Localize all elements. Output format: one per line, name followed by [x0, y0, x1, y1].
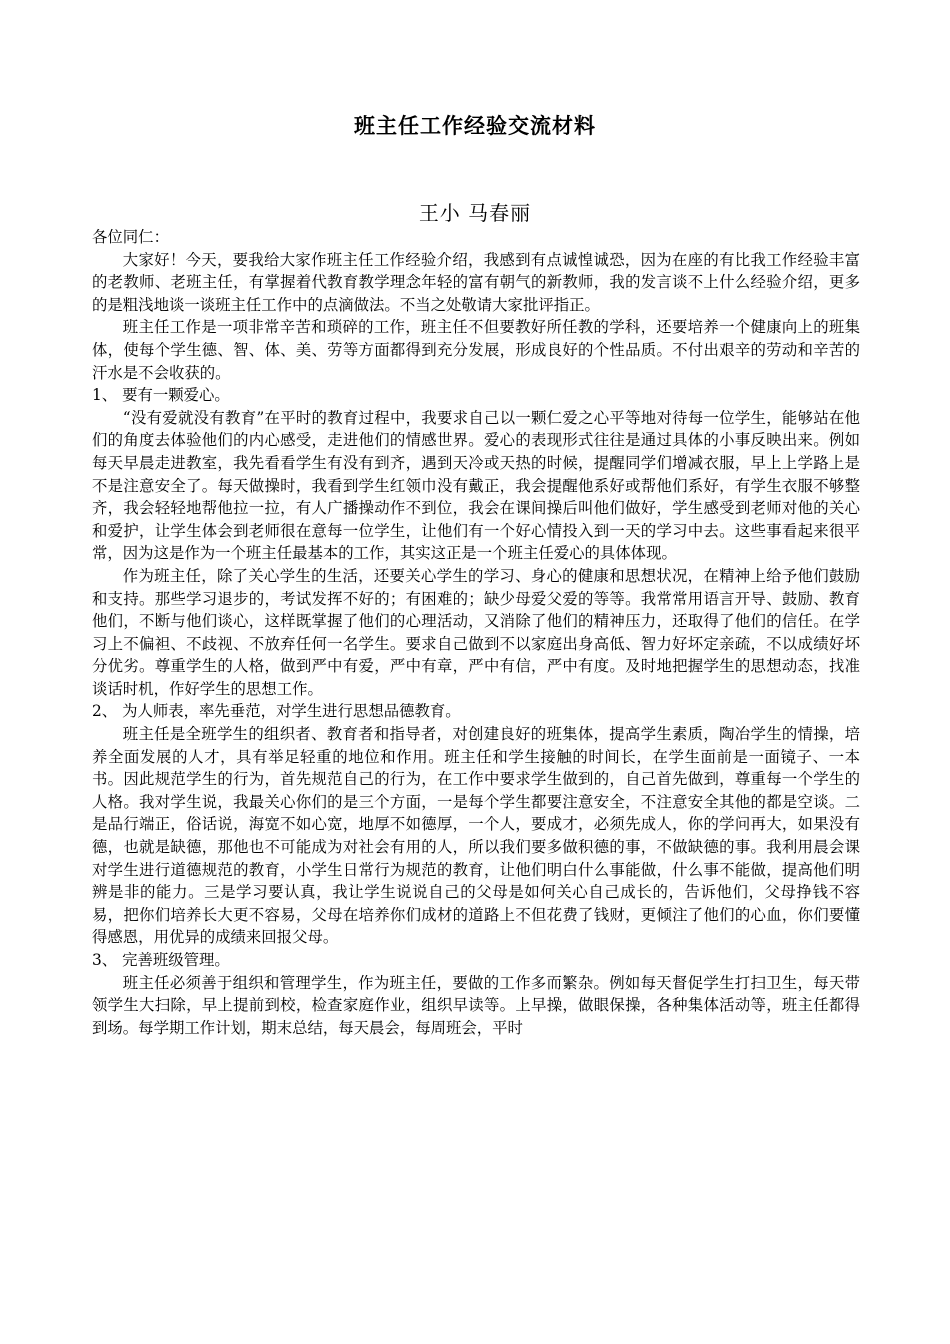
section-heading: 3、 完善班级管理。 — [92, 951, 230, 969]
salutation: 各位同仁： — [92, 228, 169, 246]
document-title: 班主任工作经验交流材料 — [354, 114, 596, 138]
paragraph: 班主任是全班学生的组织者、教育者和指导者，对创建良好的班集体，提高学生素质，陶冶学生的情操，培养全面发展的人才，具有举足轻重的地位和作用。班主任和学生接触的时间长，在学生面前是一面镜子、一本书。因此规范学生的行为，首先规范自己的行为，在工作中要求学生做到的，自己首先做到，尊重每一个学生的人格。我对学生说，我最关心你们的是三个方面，一是每个学生都要注意安全，不注意安全其他的都是空谈。二是品行端正，俗话说，海宽不如心宽，地厚不如德厚，一个人，要成才，必须先成人，你的学问再大，如果没有德，也就是缺德，那他也不可能成为对社会有用的人，所以我们要多做积德的事，不做缺德的事。我利用晨会课对学生进行道德规范的教育，小学生日常行为规范的教育，让他们明白什么事能做，什么事不能做，提高他们明辨是非的能力。三是学习要认真，我让学生说说自己的父母是如何关心自己成长的，告诉他们，父母挣钱不容易，把你们培养长大更不容易，父母在培养你们成材的道路上不但花费了钱财，更倾注了他们的心血，你们要懂得感恩，用优异的成绩来回报父母。 — [92, 725, 860, 947]
document-authors: 王小 马春丽 — [418, 201, 532, 225]
document-body — [92, 226, 860, 1039]
section-heading: 1、 要有一颗爱心。 — [92, 386, 230, 405]
section-heading: 2、 为人师表，率先垂范，对学生进行思想品德教育。 — [92, 702, 461, 721]
paragraph: 班主任工作是一项非常辛苦和琐碎的工作，班主任不但要教好所任教的学科，还要培养一个健康向上的班集体，使每个学生德、智、体、美、劳等方面都得到充分发展，形成良好的个性品质。不付出艰辛的劳动和辛苦的汗水是不会收获的。 — [92, 318, 860, 382]
paragraph: 班主任必须善于组织和管理学生，作为班主任，要做的工作多而繁杂。例如每天督促学生打扫卫生，每天带领学生大扫除，早上提前到校，检查家庭作业，组织早读等。上早操，做眼保操，各种集体活动等，班主任都得到场。每学期工作计划，期末总结，每天晨会，每周班会，平时 — [92, 973, 860, 1037]
paragraph: 大家好！今天，要我给大家作班主任工作经验介绍，我感到有点诚惶诚恐，因为在座的有比我工作经验丰富的老教师、老班主任，有掌握着代教育教学理念年轻的富有朝气的新教师，我的发言谈不上什么经验介绍，更多的是粗浅地谈一谈班主任工作中的点滴做法。不当之处敬请大家批评指正。 — [92, 250, 860, 314]
paragraph: 作为班主任，除了关心学生的生活，还要关心学生的学习、身心的健康和思想状况，在精神上给予他们鼓励和支持。那些学习退步的，考试发挥不好的；有困难的；缺少母爱父爱的等等。我常常用语言开导、鼓励、教育他们，不断与他们谈心，这样既掌握了他们的心理活动，又消除了他们的精神压力，还取得了他们的信任。在学习上不偏袒、不歧视、不放弃任何一名学生。要求自己做到不以家庭出身高低、智力好坏定亲疏，不以成绩好坏分优劣。尊重学生的人格，做到严中有爱，严中有章，严中有信，严中有度。及时地把握学生的思想动态，找准谈话时机，作好学生的思想工作。 — [92, 566, 860, 698]
paragraph: “没有爱就没有教育”在平时的教育过程中，我要求自己以一颗仁爱之心平等地对待每一位学生，能够站在他们的角度去体验他们的内心感受，走进他们的情感世界。爱心的表现形式往往是通过具体的小事反映出来。例如每天早晨走进教室，我先看看学生有没有到齐，遇到天冷或天热的时候，提醒同学们增减衣服，早上上学路上是不是注意安全了。每天做操时，我看到学生红领巾没有戴正，我会提醒他系好或帮他们系好，有学生衣服不够整齐，我会轻轻地帮他拉一拉，有人广播操动作不到位，我会在课间操后叫他们做好，学生感受到老师对他的关心和爱护，让学生体会到老师很在意每一位学生，让他们有一个好心情投入到一天的学习中去。这些事看起来很平常，因为这是作为一个班主任最基本的工作，其实这正是一个班主任爱心的具体体现。 — [92, 408, 860, 563]
